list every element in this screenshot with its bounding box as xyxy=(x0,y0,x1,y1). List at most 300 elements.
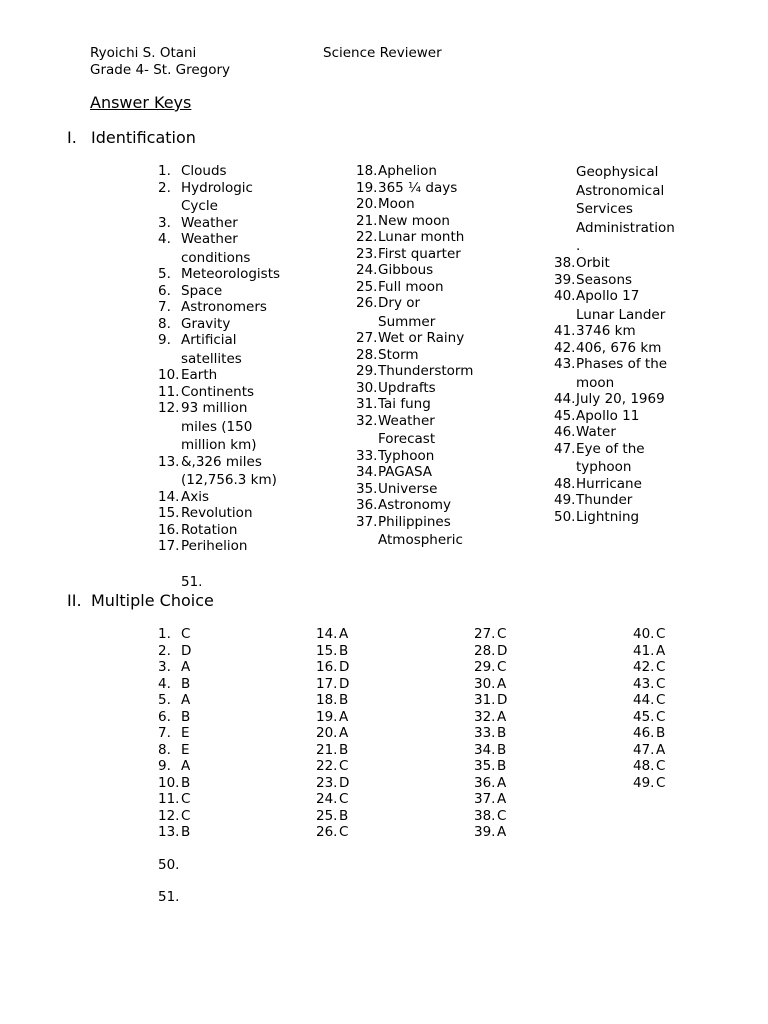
item-answer: D xyxy=(339,675,350,692)
item-number: 29. xyxy=(474,659,496,675)
item-number: 26. xyxy=(316,824,338,840)
answer-item xyxy=(316,775,456,792)
answer-item xyxy=(633,709,733,726)
answer-item xyxy=(158,659,298,676)
item-answer: Wet or Rainy xyxy=(378,330,465,346)
item-number: 22. xyxy=(316,758,338,774)
item-answer: Weather xyxy=(378,412,435,429)
item-number: 47. xyxy=(633,741,655,758)
item-answer: A xyxy=(181,692,191,708)
item-answer: A xyxy=(497,824,507,840)
item-answer: C xyxy=(339,824,349,840)
answer-item xyxy=(633,742,733,759)
continuation-line: Services xyxy=(576,201,633,217)
continuation-line: . xyxy=(576,238,581,254)
item-answer: Artificial xyxy=(181,332,237,348)
item-number: 24. xyxy=(316,791,338,807)
item-number: 31. xyxy=(474,692,496,708)
answer-item xyxy=(158,725,298,742)
answer-item xyxy=(158,758,298,775)
item-answer: Astronomy xyxy=(378,497,452,513)
item-answer: Apollo 11 xyxy=(576,407,640,424)
answer-item xyxy=(158,791,298,808)
multiple-choice-trailing-number: 50. xyxy=(158,857,180,873)
item-number: 40. xyxy=(633,626,655,642)
item-answer: A xyxy=(497,675,507,692)
item-number: 19. xyxy=(316,708,338,725)
item-answer: B xyxy=(497,725,507,741)
answer-item xyxy=(316,692,456,709)
item-number: 11. xyxy=(158,791,180,807)
answer-item xyxy=(356,330,506,347)
item-number: 18. xyxy=(316,692,338,708)
item-number: 41. xyxy=(633,642,655,659)
item-number: 42. xyxy=(554,339,576,356)
item-number: 29. xyxy=(356,363,378,379)
answer-item xyxy=(554,323,704,340)
answer-item xyxy=(554,492,704,509)
item-number: 28. xyxy=(474,642,496,659)
item-answer: A xyxy=(497,708,507,725)
item-answer: Astronomers xyxy=(181,299,267,315)
item-number: 25. xyxy=(316,807,338,824)
answer-item xyxy=(474,742,614,759)
multiple-choice-list-col2 xyxy=(316,626,456,841)
item-answer: C xyxy=(656,675,666,692)
item-number: 5. xyxy=(158,266,171,282)
item-answer: Hydrologic xyxy=(181,179,253,196)
section-numeral: II. xyxy=(67,591,82,610)
item-answer: B xyxy=(181,675,191,692)
item-answer: Clouds xyxy=(181,163,227,179)
item-number: 16. xyxy=(316,659,338,675)
item-answer: 3746 km xyxy=(576,323,636,339)
document-subject: Science Reviewer xyxy=(323,45,442,61)
item-answer: C xyxy=(181,626,191,642)
item-answer: D xyxy=(497,692,508,708)
answer-item xyxy=(356,246,506,263)
item-number: 45. xyxy=(554,407,576,424)
item-answer: A xyxy=(181,659,191,675)
item-answer: B xyxy=(339,807,349,824)
answer-item xyxy=(633,692,733,709)
item-answer: Full moon xyxy=(378,278,444,295)
item-answer: miles (150 xyxy=(181,418,253,435)
item-number: 19. xyxy=(356,179,378,196)
item-answer: Universe xyxy=(378,480,438,497)
answer-item xyxy=(356,229,506,246)
item-answer: A xyxy=(339,708,349,725)
item-number: 14. xyxy=(158,488,180,505)
answer-item xyxy=(158,626,298,643)
item-answer: Weather xyxy=(181,231,238,247)
answer-item xyxy=(316,626,456,643)
answer-item xyxy=(158,742,298,759)
item-answer: Gravity xyxy=(181,315,231,332)
identification-trailing-number: 51. xyxy=(181,574,203,590)
item-number: 17. xyxy=(316,675,338,692)
answer-item xyxy=(356,295,506,330)
item-number: 46. xyxy=(633,725,655,741)
answer-item xyxy=(158,180,308,215)
item-number: 4. xyxy=(158,675,171,692)
student-grade: Grade 4- St. Gregory xyxy=(90,62,231,78)
item-answer: Dry or xyxy=(378,295,421,311)
item-answer: Thunderstorm xyxy=(378,363,474,379)
item-answer: C xyxy=(497,807,507,824)
answer-item xyxy=(356,396,506,413)
answer-item xyxy=(474,791,614,808)
item-number: 34. xyxy=(474,741,496,758)
item-number: 3. xyxy=(158,214,171,231)
answer-item xyxy=(158,283,308,300)
answer-item xyxy=(554,255,704,272)
answer-item xyxy=(158,367,308,384)
answer-item xyxy=(474,758,614,775)
continuation-line: Geophysical xyxy=(576,164,659,180)
item-answer: D xyxy=(339,659,350,675)
item-number: 43. xyxy=(554,356,576,372)
item-answer: Lunar month xyxy=(378,229,465,245)
item-answer: B xyxy=(339,642,349,659)
item-number: 21. xyxy=(316,741,338,758)
item-answer: B xyxy=(181,824,191,840)
item-number: 20. xyxy=(356,196,378,212)
answer-item xyxy=(356,464,506,481)
item-answer: C xyxy=(181,791,191,807)
item-number: 24. xyxy=(356,262,378,278)
item-number: 4. xyxy=(158,231,171,247)
item-answer: moon xyxy=(576,374,615,391)
section-numeral: I. xyxy=(67,128,77,147)
item-answer: B xyxy=(497,758,507,774)
item-number: 45. xyxy=(633,708,655,725)
multiple-choice-list-col1 xyxy=(158,626,298,841)
answer-item xyxy=(356,363,506,380)
answer-item xyxy=(158,400,308,454)
answer-item xyxy=(356,213,506,230)
item-answer: E xyxy=(181,741,190,758)
item-answer: B xyxy=(339,741,349,758)
item-number: 40. xyxy=(554,288,576,304)
item-number: 5. xyxy=(158,692,171,708)
item-answer: C xyxy=(497,659,507,675)
answer-item xyxy=(158,824,298,841)
item-answer: B xyxy=(497,741,507,758)
item-number: 9. xyxy=(158,332,171,348)
item-number: 28. xyxy=(356,346,378,363)
section-heading-identification xyxy=(67,128,196,147)
item-number: 38. xyxy=(554,255,576,271)
item-answer: C xyxy=(656,774,666,791)
multiple-choice-list-col3 xyxy=(474,626,614,841)
item-number: 20. xyxy=(316,725,338,741)
item-answer: A xyxy=(656,642,666,659)
answer-item xyxy=(554,424,704,441)
item-number: 48. xyxy=(633,758,655,774)
item-answer: conditions xyxy=(181,249,251,266)
item-answer: A xyxy=(497,791,507,807)
item-number: 23. xyxy=(356,245,378,262)
item-answer: Summer xyxy=(378,313,436,330)
answer-item xyxy=(356,380,506,397)
item-answer: C xyxy=(656,758,666,774)
answer-item xyxy=(356,262,506,279)
item-number: 21. xyxy=(356,212,378,229)
answer-item xyxy=(554,391,704,408)
item-answer: Continents xyxy=(181,383,255,400)
item-answer: Storm xyxy=(378,346,419,363)
answer-item xyxy=(554,509,704,526)
item-number: 33. xyxy=(474,725,496,741)
item-number: 23. xyxy=(316,774,338,791)
item-number: 15. xyxy=(316,642,338,659)
answer-item xyxy=(316,659,456,676)
answer-item xyxy=(158,384,308,401)
multiple-choice-trailing-number: 51. xyxy=(158,889,180,905)
answer-item xyxy=(356,497,506,514)
item-number: 13. xyxy=(158,453,180,470)
item-number: 8. xyxy=(158,741,171,758)
answer-item xyxy=(633,626,733,643)
answer-item xyxy=(474,692,614,709)
item-answer: Space xyxy=(181,282,223,299)
identification-list-col2 xyxy=(356,163,506,549)
item-number: 43. xyxy=(633,675,655,692)
item-number: 39. xyxy=(554,271,576,288)
answer-item xyxy=(316,742,456,759)
answer-item xyxy=(633,725,733,742)
item-number: 15. xyxy=(158,505,180,521)
item-answer: (12,756.3 km) xyxy=(181,472,277,488)
answer-item xyxy=(158,266,308,283)
answer-item xyxy=(158,775,298,792)
item-answer: B xyxy=(181,708,191,725)
item-number: 12. xyxy=(158,807,180,824)
answer-item xyxy=(356,196,506,213)
item-number: 1. xyxy=(158,626,171,642)
item-answer: million km) xyxy=(181,437,257,453)
item-number: 3. xyxy=(158,659,171,675)
item-number: 1. xyxy=(158,163,171,179)
item-number: 36. xyxy=(356,497,378,513)
item-answer: Gibbous xyxy=(378,262,434,278)
item-answer: A xyxy=(339,725,349,741)
answer-item xyxy=(474,626,614,643)
item-number: 27. xyxy=(356,330,378,346)
item-answer: Phases of the xyxy=(576,356,668,372)
item-number: 26. xyxy=(356,295,378,311)
answer-item xyxy=(554,288,704,323)
item-answer: July 20, 1969 xyxy=(576,391,665,407)
item-answer: C xyxy=(339,758,349,774)
item-answer: C xyxy=(656,708,666,725)
answer-item xyxy=(633,676,733,693)
item-answer: B xyxy=(181,774,191,791)
item-answer: 406, 676 km xyxy=(576,339,662,356)
answer-item xyxy=(356,180,506,197)
item-number: 49. xyxy=(633,774,655,791)
item-number: 16. xyxy=(158,521,180,538)
item-number: 35. xyxy=(356,480,378,497)
answer-item xyxy=(554,476,704,493)
item-number: 6. xyxy=(158,708,171,725)
continuation-line: Astronomical xyxy=(576,182,665,199)
item-number: 41. xyxy=(554,323,576,339)
answer-item xyxy=(633,659,733,676)
item-answer: A xyxy=(656,741,666,758)
answer-item xyxy=(356,413,506,448)
answer-item xyxy=(554,408,704,425)
item-answer: Cycle xyxy=(181,198,218,214)
item-number: 10. xyxy=(158,774,180,791)
item-answer: Seasons xyxy=(576,271,633,288)
item-answer: New moon xyxy=(378,212,450,229)
answer-item xyxy=(316,725,456,742)
item-number: 38. xyxy=(474,807,496,824)
identification-list-col1 xyxy=(158,163,308,555)
answer-item xyxy=(158,808,298,825)
item-answer: Water xyxy=(576,424,616,440)
item-number: 9. xyxy=(158,758,171,774)
item-number: 25. xyxy=(356,278,378,295)
item-answer: Meteorologists xyxy=(181,266,281,282)
item-answer: 365 ¼ days xyxy=(378,179,458,196)
answer-item xyxy=(356,514,506,549)
answer-item xyxy=(158,538,308,555)
item-answer: Weather xyxy=(181,214,238,231)
answer-item xyxy=(474,808,614,825)
item-answer: satellites xyxy=(181,350,242,367)
item-answer: 93 million xyxy=(181,400,248,416)
answer-item xyxy=(474,775,614,792)
item-number: 31. xyxy=(356,396,378,412)
page-title: Answer Keys xyxy=(90,93,192,112)
item-answer: E xyxy=(181,725,190,741)
item-number: 18. xyxy=(356,163,378,179)
answer-item xyxy=(158,489,308,506)
item-number: 46. xyxy=(554,424,576,440)
item-number: 37. xyxy=(356,513,378,530)
item-answer: B xyxy=(339,692,349,708)
item-answer: Moon xyxy=(378,196,415,212)
item-answer: C xyxy=(181,807,191,824)
section-title: Identification xyxy=(91,128,196,147)
item-number: 2. xyxy=(158,179,171,196)
answer-item xyxy=(316,791,456,808)
item-answer: Rotation xyxy=(181,521,238,538)
answer-item xyxy=(158,163,308,180)
item-number: 39. xyxy=(474,824,496,840)
answer-item xyxy=(316,824,456,841)
item-number: 50. xyxy=(554,508,576,525)
item-number: 49. xyxy=(554,492,576,508)
item-number: 33. xyxy=(356,447,378,464)
item-answer: D xyxy=(497,642,508,659)
answer-item xyxy=(158,709,298,726)
item-answer: Philippines xyxy=(378,513,451,530)
item-number: 30. xyxy=(356,379,378,396)
item-answer: Typhoon xyxy=(378,447,435,464)
answer-item xyxy=(316,808,456,825)
answer-item xyxy=(316,758,456,775)
item-number: 7. xyxy=(158,299,171,315)
answer-item xyxy=(356,163,506,180)
item-answer: Atmospheric xyxy=(378,532,463,548)
item-number: 32. xyxy=(356,412,378,429)
answer-item xyxy=(158,231,308,266)
item-answer: Aphelion xyxy=(378,163,437,179)
answer-item xyxy=(474,725,614,742)
answer-item xyxy=(158,332,308,367)
item-answer: typhoon xyxy=(576,459,632,475)
item-answer: PAGASA xyxy=(378,464,433,480)
item-number: 48. xyxy=(554,475,576,492)
item-answer: C xyxy=(656,659,666,675)
item-number: 32. xyxy=(474,708,496,725)
answer-item xyxy=(158,505,308,522)
item-number: 35. xyxy=(474,758,496,774)
item-answer: Thunder xyxy=(576,492,633,508)
item-answer: Lunar Lander xyxy=(576,306,666,323)
identification-continuation xyxy=(576,163,706,256)
item-answer: D xyxy=(181,642,192,659)
identification-list-col3 xyxy=(554,255,704,525)
item-answer: Orbit xyxy=(576,255,610,271)
answer-item xyxy=(356,481,506,498)
item-number: 42. xyxy=(633,659,655,675)
answer-item xyxy=(474,709,614,726)
answer-item xyxy=(474,643,614,660)
item-number: 2. xyxy=(158,642,171,659)
item-answer: Updrafts xyxy=(378,379,436,396)
item-answer: First quarter xyxy=(378,245,461,262)
section-title: Multiple Choice xyxy=(91,591,214,610)
item-answer: Perihelion xyxy=(181,538,248,554)
answer-item xyxy=(474,824,614,841)
continuation-line: Administration xyxy=(576,219,675,236)
item-answer: C xyxy=(656,626,666,642)
item-answer: B xyxy=(656,725,666,741)
answer-item xyxy=(474,676,614,693)
answer-item xyxy=(316,709,456,726)
item-answer: D xyxy=(339,774,350,791)
answer-item xyxy=(554,356,704,391)
item-number: 44. xyxy=(554,391,576,407)
answer-item xyxy=(158,316,308,333)
item-answer: Tai fung xyxy=(378,396,431,412)
answer-item xyxy=(316,643,456,660)
answer-item xyxy=(356,347,506,364)
item-number: 36. xyxy=(474,774,496,791)
item-answer: C xyxy=(497,626,507,642)
item-answer: A xyxy=(181,758,191,774)
answer-item xyxy=(554,441,704,476)
item-answer: A xyxy=(339,626,349,642)
student-name: Ryoichi S. Otani xyxy=(90,45,197,61)
item-answer: A xyxy=(497,774,507,791)
item-number: 37. xyxy=(474,791,496,807)
answer-item xyxy=(554,340,704,357)
answer-item xyxy=(158,215,308,232)
item-answer: Earth xyxy=(181,367,218,383)
item-number: 30. xyxy=(474,675,496,692)
answer-item xyxy=(316,676,456,693)
answer-item xyxy=(554,272,704,289)
answer-item xyxy=(158,643,298,660)
answer-item xyxy=(633,775,733,792)
item-number: 7. xyxy=(158,725,171,741)
